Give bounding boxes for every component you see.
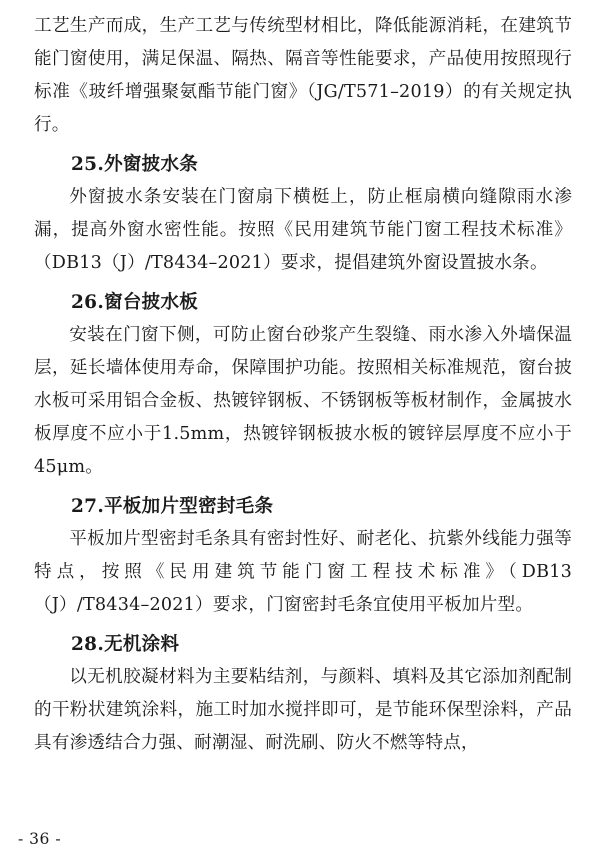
paragraph-28: 以无机胶凝材料为主要粘结剂，与颜料、填料及其它添加剂配制的干粉状建筑涂料，施工时加水搅拌即可，是节能环保型涂料，产品具有渗透结合力强、耐潮湿、耐洗刷、防火不燃等特点， [34, 667, 572, 753]
paragraph-27: 平板加片型密封毛条具有密封性好、耐老化、抗紫外线能力强等特点，按照《民用建筑节能门窗工程技术标准》（DB13（J）/T8434–2021）要求，门窗密封毛条宜使用平板加片型。 [34, 529, 572, 615]
paragraph-26: 安装在门窗下侧，可防止窗台砂浆产生裂缝、雨水渗入外墙保温层，延长墙体使用寿命，保障围护功能。按照相关标准规范，窗台披水板可采用铝合金板、热镀锌钢板、不锈钢板等板材制作，金属披水板厚度不应小于1.5mm，热镀锌钢板披水板的镀锌层厚度不应小于45μm。 [34, 325, 572, 477]
heading-25: 25.外窗披水条 [71, 154, 199, 175]
heading-26: 26.窗台披水板 [71, 292, 199, 313]
paragraph-continuation: 工艺生产而成，生产工艺与传统型材相比，降低能源消耗，在建筑节能门窗使用，满足保温、隔热、隔音等性能要求，产品使用按照现行标准《玻纤增强聚氨酯节能门窗》（JG/T571–2019）的有关规定执行。 [34, 16, 572, 135]
page-number: - 36 - [18, 830, 62, 848]
heading-27: 27.平板加片型密封毛条 [71, 496, 274, 517]
heading-28: 28.无机涂料 [71, 634, 180, 655]
paragraph-25: 外窗披水条安装在门窗扇下横梃上，防止框扇横向缝隙雨水渗漏，提高外窗水密性能。按照《民用建筑节能门窗工程技术标准》（DB13（J）/T8434–2021）要求，提倡建筑外窗设置披水条。 [34, 187, 572, 273]
